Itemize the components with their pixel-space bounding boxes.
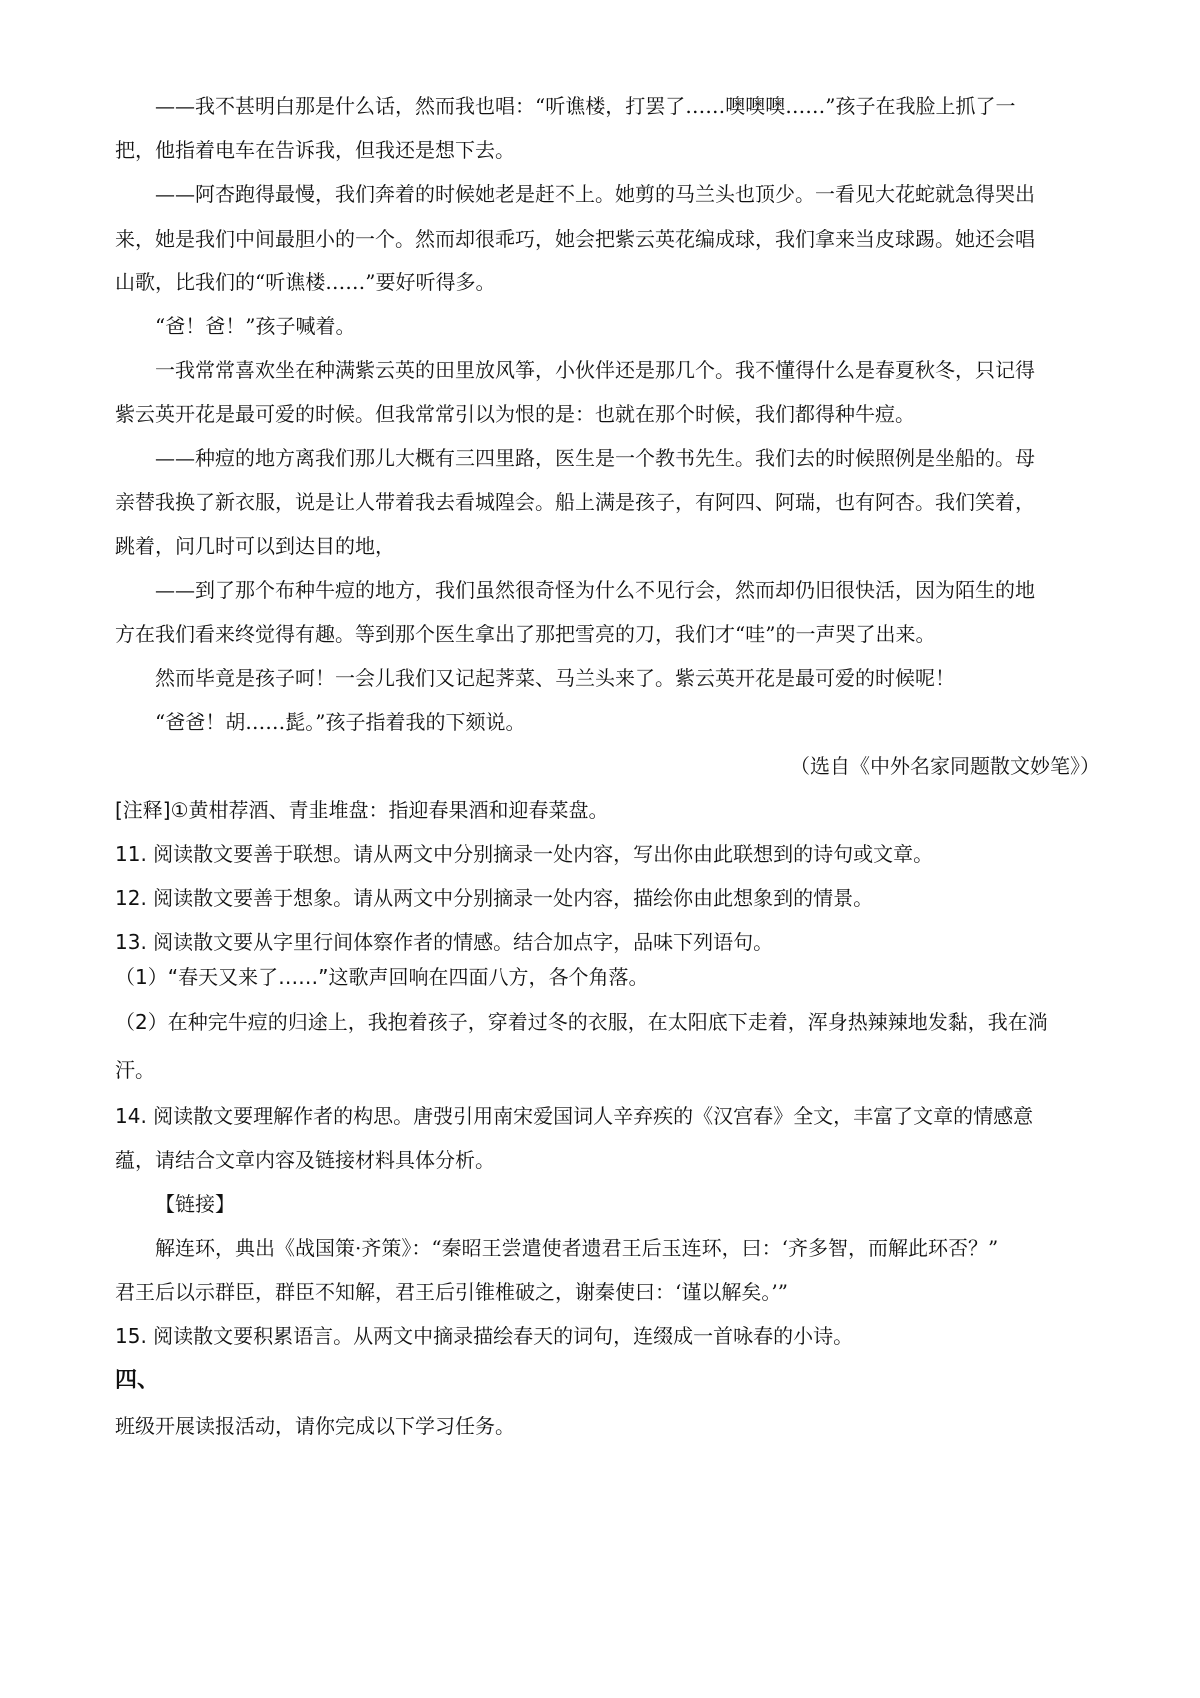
- passage-line: 方在我们看来终觉得有趣。等到那个医生拿出了那把雪亮的刀，我们才“哇”的一声哭了出来。: [115, 622, 936, 646]
- passage-line: 把，他指着电车在告诉我，但我还是想下去。: [115, 138, 515, 162]
- section-intro: 班级开展读报活动，请你完成以下学习任务。: [115, 1414, 515, 1438]
- passage-line: ——阿杏跑得最慢，我们奔着的时候她老是赶不上。她剪的马兰头也顶少。一看见大花蛇就急得哭出: [155, 182, 1035, 206]
- passage-line: ——到了那个布种牛痘的地方，我们虽然很奇怪为什么不见行会，然而却仍旧很快活，因为陌生的地: [155, 578, 1035, 602]
- passage-line: 来，她是我们中间最胆小的一个。然而却很乖巧，她会把紫云英花编成球，我们拿来当皮球踢。她还会唱: [115, 227, 1035, 251]
- passage-line: ——我不甚明白那是什么话，然而我也唱：“听谯楼，打罢了……噢噢噢……”孩子在我脸上抓了一: [155, 94, 1016, 118]
- passage-source: （选自《中外名家同题散文妙笔》）: [790, 754, 1100, 778]
- question-13-part-2-cont: 汗。: [115, 1058, 155, 1082]
- passage-line: 紫云英开花是最可爱的时候。但我常常引以为恨的是：也就在那个时候，我们都得种牛痘。: [115, 402, 915, 426]
- link-text: 解连环，典出《战国策·齐策》：“秦昭王尝遣使者遗君王后玉连环，曰：‘齐多智，而解此环否？”: [155, 1236, 999, 1260]
- question-13: 13. 阅读散文要从字里行间体察作者的情感。结合加点字，品味下列语句。: [115, 930, 774, 954]
- question-15: 15. 阅读散文要积累语言。从两文中摘录描绘春天的词句，连缀成一首咏春的小诗。: [115, 1324, 854, 1348]
- question-11: 11. 阅读散文要善于联想。请从两文中分别摘录一处内容，写出你由此联想到的诗句或文章。: [115, 842, 934, 866]
- question-14-cont: 蕴，请结合文章内容及链接材料具体分析。: [115, 1148, 495, 1172]
- question-14: 14. 阅读散文要理解作者的构思。唐弢引用南宋爱国词人辛弃疾的《汉宫春》全文，丰富了文章的情感意: [115, 1104, 1034, 1128]
- passage-line: 一我常常喜欢坐在种满紫云英的田里放风筝，小伙伴还是那几个。我不懂得什么是春夏秋冬，只记得: [155, 358, 1035, 382]
- passage-line: 亲替我换了新衣服，说是让人带着我去看城隍会。船上满是孩子，有阿四、阿瑞，也有阿杏。我们笑着，: [115, 490, 1035, 514]
- link-title: 【链接】: [155, 1192, 235, 1216]
- link-text-cont: 君王后以示群臣，群臣不知解，君王后引锥椎破之，谢秦使曰：‘谨以解矣。’”: [115, 1280, 788, 1304]
- passage-line: ——种痘的地方离我们那儿大概有三四里路，医生是一个教书先生。我们去的时候照例是坐船的。母: [155, 446, 1035, 470]
- question-12: 12. 阅读散文要善于想象。请从两文中分别摘录一处内容，描绘你由此想象到的情景。: [115, 886, 874, 910]
- question-13-part-1: （1）“春天又来了……”这歌声回响在四面八方，各个角落。: [115, 965, 649, 989]
- question-13-part-2: （2）在种完牛痘的归途上，我抱着孩子，穿着过冬的衣服，在太阳底下走着，浑身热辣辣地发黏，我在淌: [115, 1010, 1048, 1034]
- passage-line: “爸爸！胡……髭。”孩子指着我的下颏说。: [155, 710, 526, 734]
- passage-line: 跳着，问几时可以到达目的地，: [115, 534, 395, 558]
- section-heading: 四、: [115, 1368, 160, 1393]
- passage-line: “爸！爸！”孩子喊着。: [155, 314, 356, 338]
- annotation-note: [注释]①黄柑荐酒、青韭堆盘：指迎春果酒和迎春菜盘。: [115, 798, 609, 822]
- passage-line: 然而毕竟是孩子呵！一会儿我们又记起荠菜、马兰头来了。紫云英开花是最可爱的时候呢！: [155, 666, 955, 690]
- passage-line: 山歌，比我们的“听谯楼……”要好听得多。: [115, 270, 496, 294]
